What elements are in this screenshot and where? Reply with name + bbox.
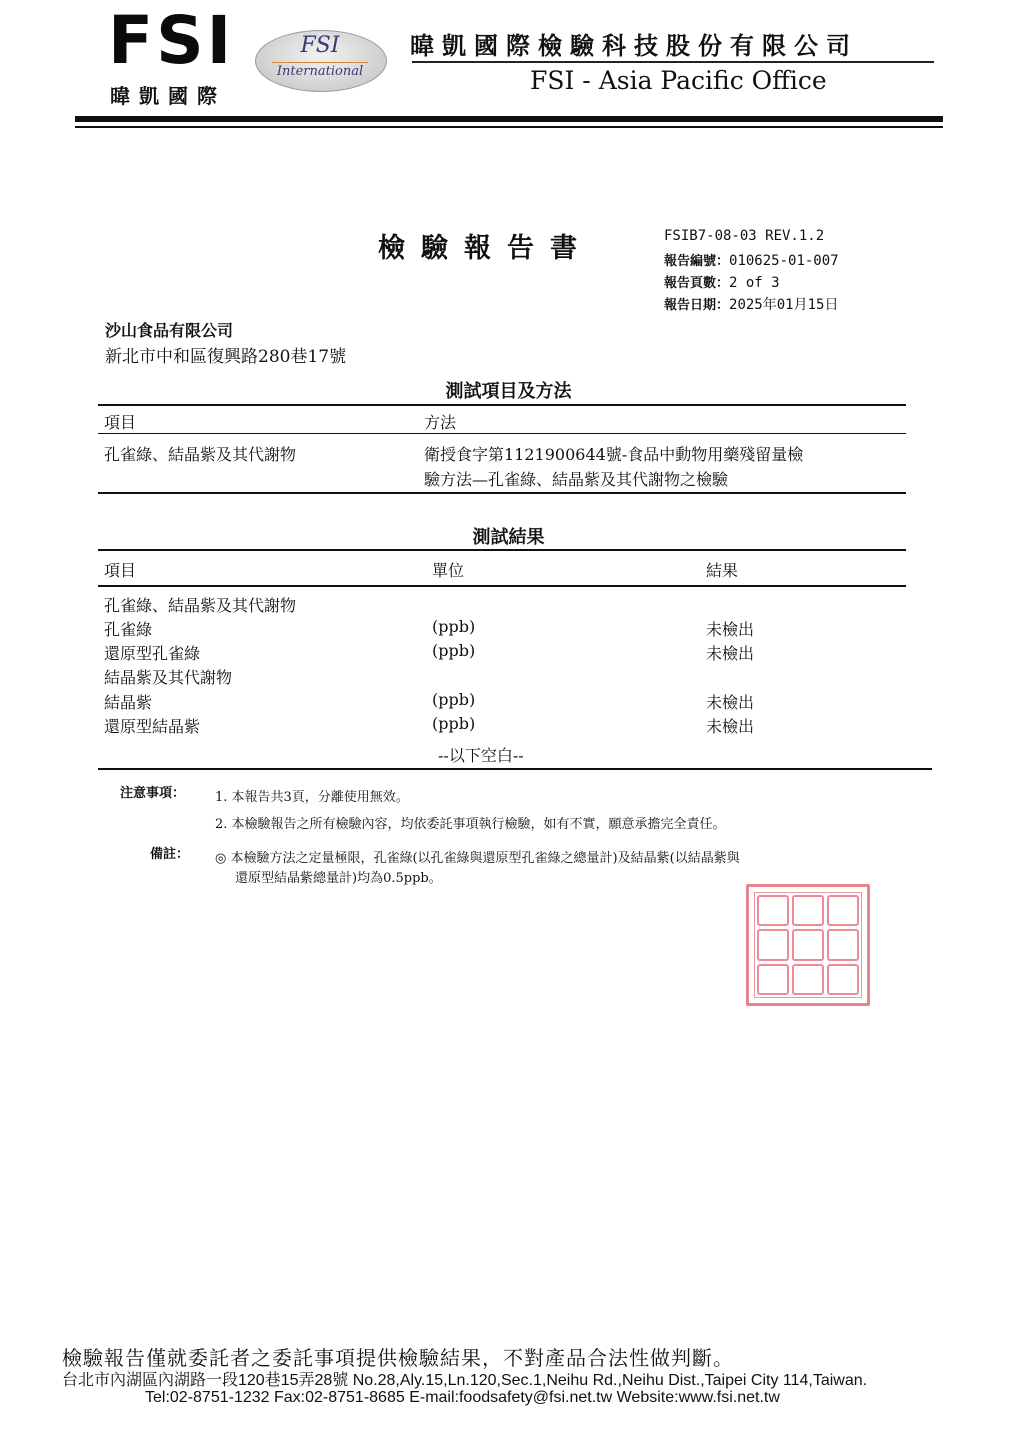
note-item-1: 1. 本報告共3頁，分離使用無效。 — [215, 790, 409, 805]
methods-section-title: 測試項目及方法 — [445, 381, 572, 402]
methods-row-item: 孔雀綠、結晶紫及其代謝物 — [104, 445, 297, 464]
result-row-item: 結晶紫 — [104, 693, 153, 712]
report-number: 010625-01-007 — [729, 253, 839, 269]
company-name-english: FSI - Asia Pacific Office — [530, 66, 827, 95]
header-rule-thin — [75, 126, 943, 128]
methods-rule-top — [98, 404, 906, 406]
methods-rule-bottom — [98, 492, 906, 494]
seal-glyph — [827, 895, 859, 926]
results-rule-top — [98, 549, 906, 551]
results-col-result: 結果 — [706, 561, 739, 580]
result-row-value: 未檢出 — [706, 620, 755, 639]
seal-glyphs — [757, 895, 859, 995]
notes-label: 注意事項： — [120, 786, 186, 801]
result-row-group-item: 孔雀綠、結晶紫及其代謝物 — [104, 596, 297, 615]
emblem-fsi-text: FSI — [300, 33, 340, 58]
footer-disclaimer: 檢驗報告僅就委託者之委託事項提供檢驗結果，不對產品合法性做判斷。 — [62, 1346, 734, 1370]
remark-line-2: 還原型結晶紫總量計)均為0.5ppb。 — [235, 871, 442, 886]
results-rule-header — [98, 585, 906, 587]
remark-line-1: ◎ 本檢驗方法之定量極限，孔雀綠(以孔雀綠與還原型孔雀綠之總量計)及結晶紫(以結晶紫與 — [215, 851, 740, 866]
results-col-item: 項目 — [104, 561, 137, 580]
company-name-underline — [412, 61, 934, 63]
results-section-title: 測試結果 — [472, 527, 545, 548]
fsi-logo: FSI — [108, 2, 235, 79]
seal-glyph — [757, 895, 789, 926]
methods-row-method-line1: 衛授食字第1121900644號-食品中動物用藥殘留量檢 — [424, 445, 804, 464]
report-title: 檢驗報告書 — [378, 233, 593, 264]
result-row-unit: (ppb) — [432, 617, 476, 636]
client-name: 沙山食品有限公司 — [105, 321, 234, 340]
seal-glyph — [827, 964, 859, 995]
seal-glyph — [792, 929, 824, 960]
methods-rule-header — [98, 433, 906, 434]
result-row-value: 未檢出 — [706, 717, 755, 736]
result-row-unit: (ppb) — [432, 690, 476, 709]
methods-row-method-line2: 驗方法—孔雀綠、結晶紫及其代謝物之檢驗 — [424, 470, 729, 489]
report-date: 2025年01月15日 — [729, 297, 839, 313]
methods-col-method: 方法 — [424, 413, 457, 432]
results-end-marker: --以下空白-- — [438, 746, 524, 765]
result-row-item: 還原型結晶紫 — [104, 717, 201, 736]
result-row-unit: (ppb) — [432, 714, 476, 733]
seal-glyph — [792, 964, 824, 995]
result-row-item: 還原型孔雀綠 — [104, 644, 201, 663]
results-rule-bottom — [98, 768, 932, 770]
methods-col-item: 項目 — [104, 413, 137, 432]
results-col-unit: 單位 — [432, 561, 465, 580]
seal-glyph — [827, 929, 859, 960]
result-row-unit: (ppb) — [432, 641, 476, 660]
seal-glyph — [792, 895, 824, 926]
fsi-logo-chinese: 暐凱國際 — [110, 84, 226, 108]
result-row-value: 未檢出 — [706, 693, 755, 712]
emblem-divider — [272, 62, 368, 63]
report-date-label: 報告日期： — [664, 298, 730, 313]
emblem-international-text: International — [276, 64, 364, 79]
result-row-item: 孔雀綠 — [104, 620, 153, 639]
report-date-line — [664, 294, 838, 314]
company-seal-stamp — [746, 884, 870, 1006]
seal-glyph — [757, 964, 789, 995]
header-rule-thick — [75, 116, 943, 122]
client-address: 新北市中和區復興路280巷17號 — [105, 347, 347, 367]
footer-address: 台北市內湖區內湖路一段120巷15弄28號 No.28,Aly.15,Ln.120,Sec.1,Neihu Rd.,Neihu Dist.,Taipei City 114,Taiwan. — [62, 1372, 868, 1389]
result-row-value: 未檢出 — [706, 644, 755, 663]
footer-contact: Tel:02-8751-1232 Fax:02-8751-8685 E-mail:foodsafety@fsi.net.tw Website:www.fsi.net.tw — [145, 1389, 780, 1406]
remark-label: 備註： — [150, 847, 190, 862]
seal-glyph — [757, 929, 789, 960]
company-name-chinese: 暐凱國際檢驗科技股份有限公司 — [410, 32, 858, 60]
report-pages-line — [664, 272, 780, 291]
report-pages: 2 of 3 — [729, 275, 780, 291]
report-pages-label: 報告頁數： — [664, 276, 730, 291]
result-row-group-item: 結晶紫及其代謝物 — [104, 668, 233, 687]
form-code: FSIB7-08-03 REV.1.2 — [664, 228, 825, 244]
note-item-2: 2. 本檢驗報告之所有檢驗內容，均依委託事項執行檢驗，如有不實，願意承擔完全責任。 — [215, 817, 726, 832]
report-number-label: 報告編號： — [664, 254, 730, 269]
report-number-line — [664, 250, 839, 269]
